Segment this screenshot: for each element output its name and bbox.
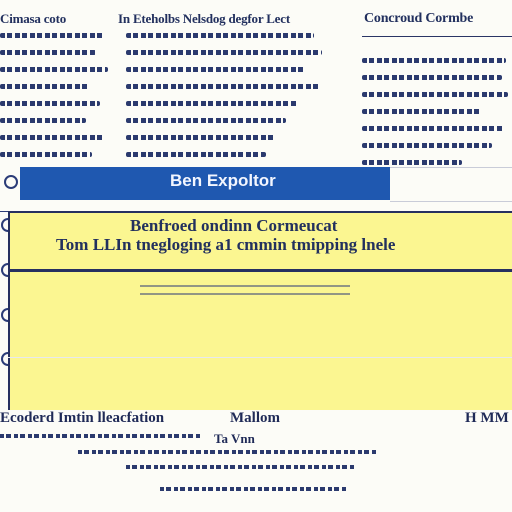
footer-right-title: H MM <box>465 410 509 426</box>
footer-middle-title: Mallom <box>230 410 280 426</box>
footer-text-a <box>0 434 210 448</box>
panel-divider <box>8 269 512 272</box>
panel-fine-print <box>140 284 350 297</box>
right-column-rule <box>362 36 512 37</box>
left-column-title: Cimasa coto <box>0 11 67 26</box>
middle-column-title: In Eteholbs Nelsdog degfor Lect <box>118 11 290 26</box>
middle-column-text <box>126 33 326 169</box>
tab-strip-extension <box>390 167 512 202</box>
right-column-title: Concroud Cormbe <box>364 11 474 26</box>
left-column-text <box>0 33 108 169</box>
right-column-text <box>362 58 508 177</box>
panel-heading: Benfroed ondinn Cormeucat <box>130 216 338 235</box>
content-panel-extension <box>497 211 512 410</box>
panel-rule <box>8 357 512 358</box>
footer-text-b <box>78 450 388 464</box>
footer-left-title: Ecoderd Imtin lleacfation <box>0 410 165 426</box>
explorer-tab-label[interactable]: Ben Expoltor <box>170 171 276 190</box>
panel-subheading: Tom LLIn tnegloging a1 cmmin tmipping lnele <box>56 235 396 254</box>
footer-middle-subtitle: Ta Vnn <box>214 431 255 446</box>
footer-text-d <box>160 487 350 501</box>
footer-text-c <box>126 465 356 479</box>
left-marker-1 <box>4 175 18 189</box>
